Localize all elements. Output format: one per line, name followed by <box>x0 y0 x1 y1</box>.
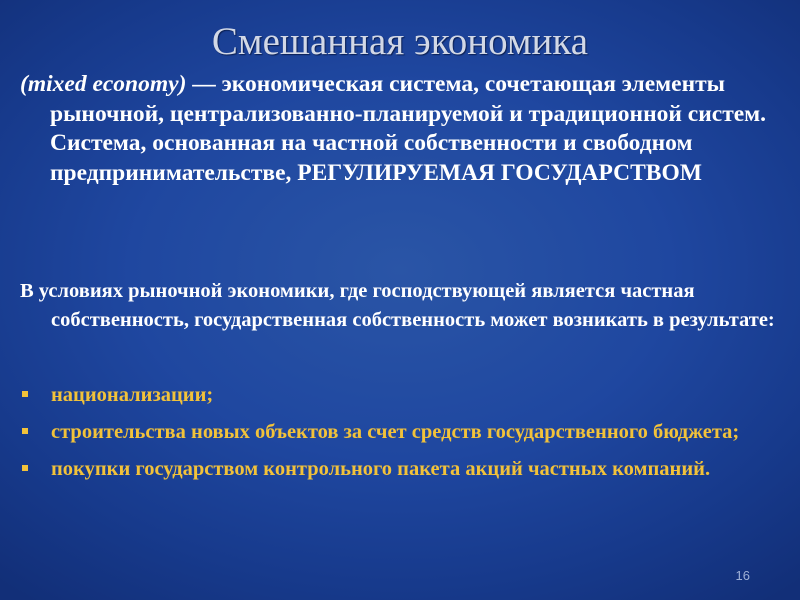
square-bullet-icon <box>22 391 28 397</box>
square-bullet-icon <box>22 465 28 471</box>
bullet-item <box>20 454 780 484</box>
definition-paragraph <box>20 70 800 188</box>
slide-number: 16 <box>735 568 750 583</box>
definition-dash: — <box>186 71 222 97</box>
definition-term: (mixed economy) <box>20 71 187 97</box>
definition-emphasis: РЕГУЛИРУЕМАЯ ГОСУДАРСТВОМ <box>297 159 702 186</box>
intro-paragraph: В условиях рыночной экономики, где господствующей является частная собственность, государственная собственность может возникать в результате: <box>20 280 775 331</box>
bullet-list <box>20 380 780 491</box>
bullet-item <box>20 380 780 410</box>
bullet-text: национализации; <box>51 384 214 406</box>
bullet-text: покупки государством контрольного пакета акций частных компаний. <box>51 458 711 480</box>
bullet-item <box>20 417 780 447</box>
slide-title: Смешанная экономика <box>211 20 589 63</box>
square-bullet-icon <box>22 428 28 434</box>
bullet-text: строительства новых объектов за счет средств государственного бюджета; <box>51 421 740 443</box>
definition-text: экономическая система, сочетающая элементы рыночной, централизованно-планируемой и традиционной систем. Система, основанная на частной собственности и свободном предпринимательстве, <box>50 71 767 186</box>
